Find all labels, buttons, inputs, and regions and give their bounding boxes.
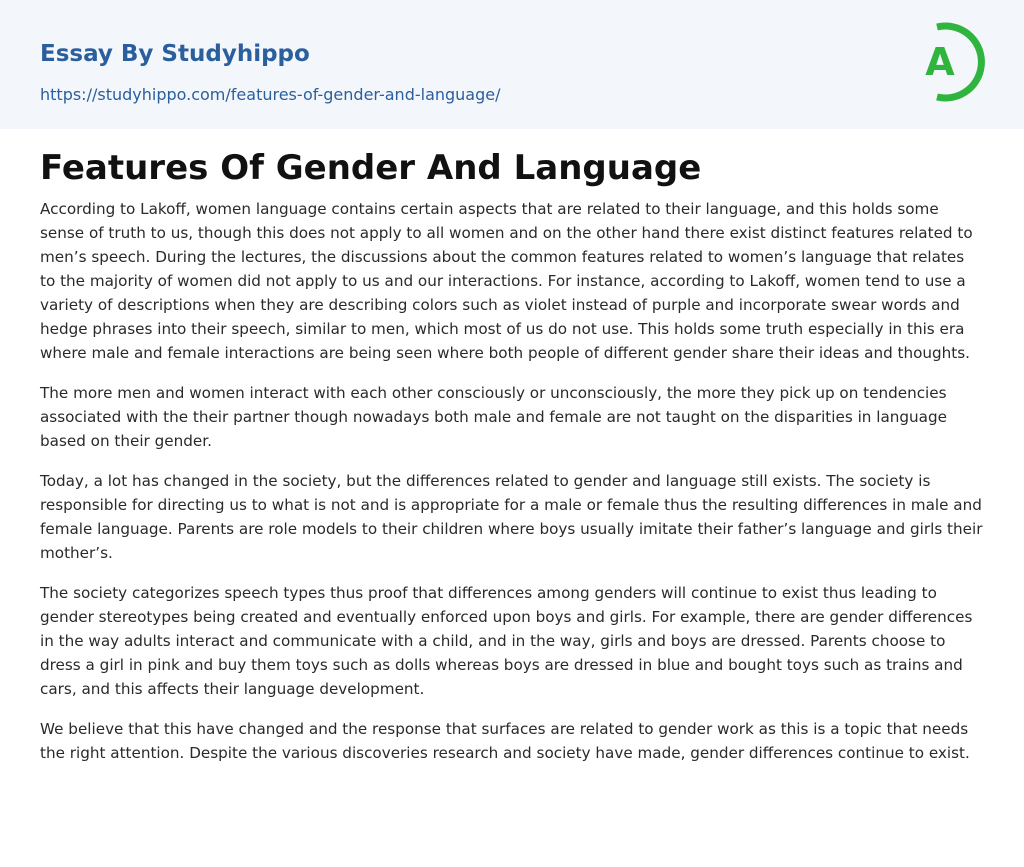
article-title: Features Of Gender And Language <box>40 148 702 188</box>
paragraph: Today, a lot has changed in the society, but the differences related to gender and language still exists. The society is responsible for directing us to what is not and is appropriate for a male or female thus the resulting differences in male and female language. Parents are role models to their children where boys usually imitate their father’s language and girls their mother’s. <box>40 472 983 562</box>
paragraph: According to Lakoff, women language contains certain aspects that are related to their language, and this holds some sense of truth to us, though this does not apply to all women and on the other hand there exist distinct features related to men’s speech. During the lectures, the discussions about the common features related to women’s language that relates to the majority of women did not apply to us and our interactions. For instance, according to Lakoff, women tend to use a variety of descriptions when they are describing colors such as violet instead of purple and incorporate swear words and hedge phrases into their speech, similar to men, which most of us do not use. This holds some truth especially in this era where male and female interactions are being seen where both people of different gender share their ideas and thoughts. <box>40 200 973 362</box>
source-url-link[interactable]: https://studyhippo.com/features-of-gender-and-language/ <box>40 85 501 104</box>
logo-icon[interactable] <box>910 18 988 106</box>
logo-letter: A <box>925 40 955 84</box>
header-bar <box>0 0 1024 129</box>
paragraph: The more men and women interact with each other consciously or unconsciously, the more they pick up on tendencies associated with the their partner though nowadays both male and female are not taught on the disparities in language based on their gender. <box>40 384 947 450</box>
paragraph: The society categorizes speech types thus proof that differences among genders will continue to exist thus leading to gender stereotypes being created and eventually enforced upon boys and girls. For example, there are gender differences in the way adults interact and communicate with a child, and in the way, girls and boys are dressed. Parents choose to dress a girl in pink and buy them toys such as dolls whereas boys are dressed in blue and bought toys such as trains and cars, and this affects their language development. <box>40 584 973 698</box>
brand-title: Essay By Studyhippo <box>40 41 310 67</box>
article <box>40 146 984 781</box>
paragraph: We believe that this have changed and the response that surfaces are related to gender work as this is a topic that needs the right attention. Despite the various discoveries research and society have made, gender differences continue to exist. <box>40 720 970 762</box>
